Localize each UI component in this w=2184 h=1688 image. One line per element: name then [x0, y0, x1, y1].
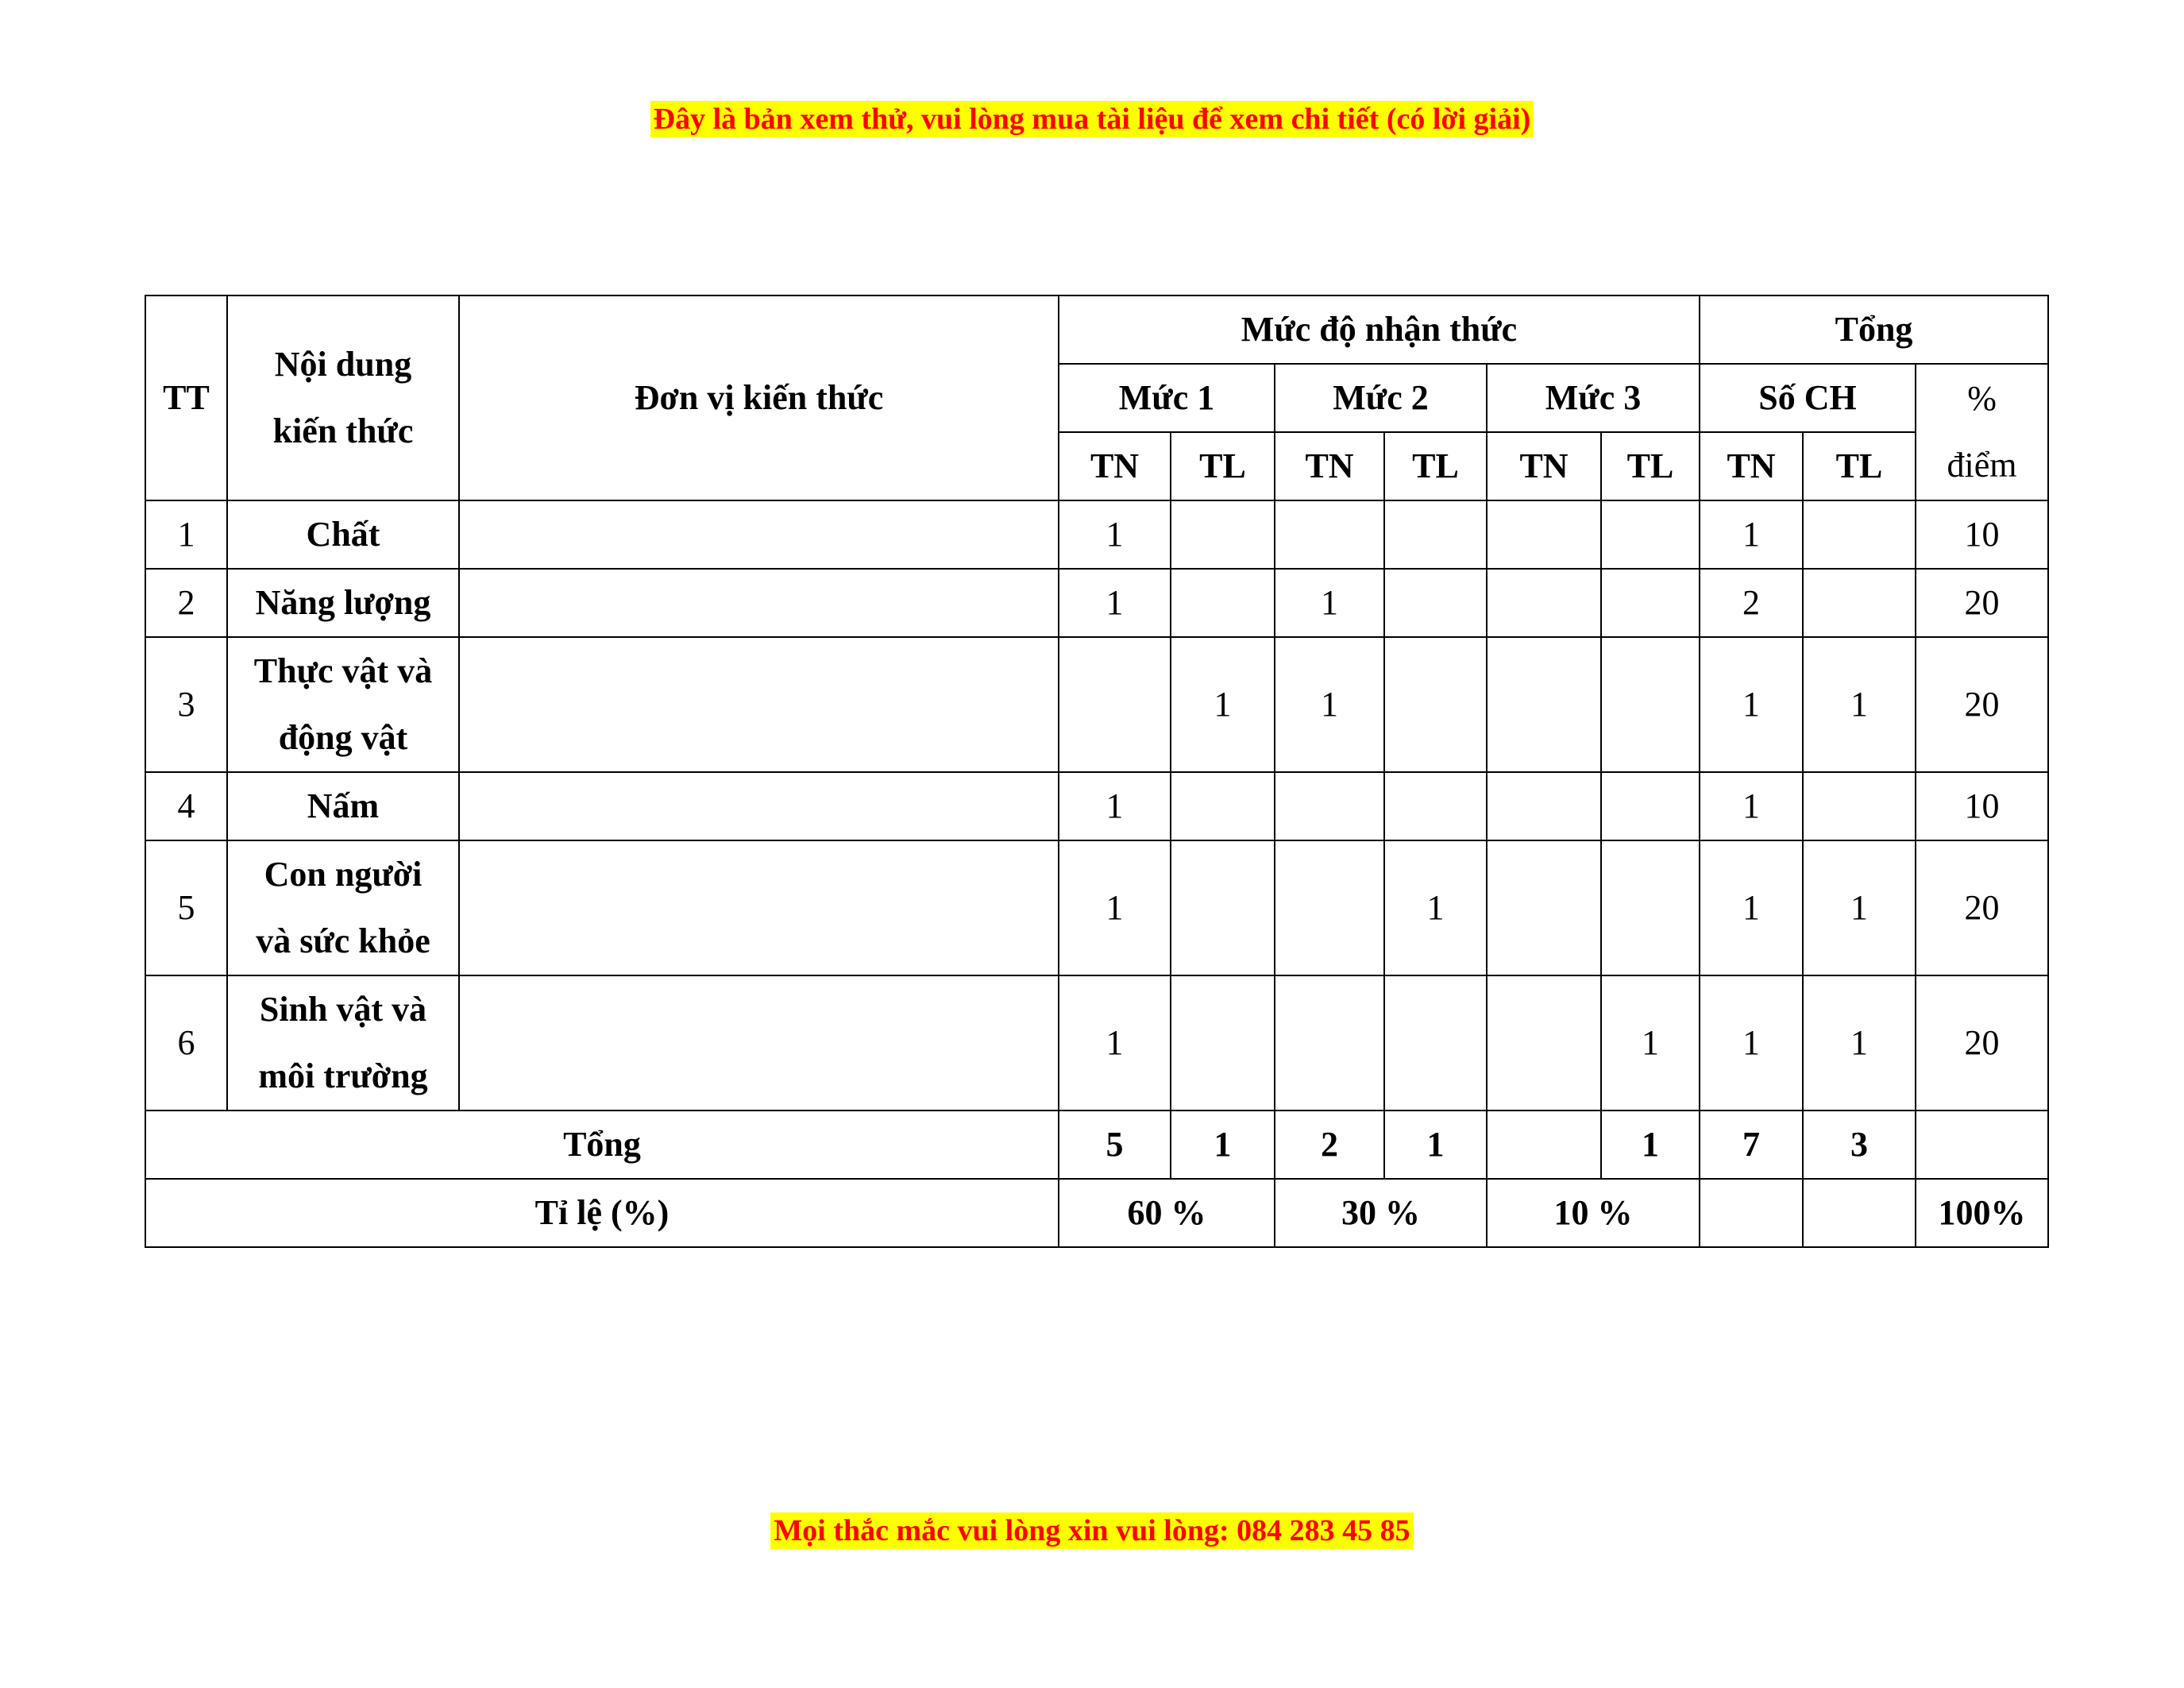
row-tl: 1	[1803, 840, 1916, 975]
table-row	[145, 840, 2048, 975]
row-m1-tl	[1171, 569, 1275, 637]
row-tn: 1	[1700, 975, 1803, 1111]
row-m1-tl: 1	[1171, 637, 1275, 772]
row-pct: 10	[1916, 772, 2048, 840]
row-tl: 1	[1803, 637, 1916, 772]
row-tn: 1	[1700, 637, 1803, 772]
ratio-tl	[1803, 1179, 1916, 1247]
row-tt: 4	[145, 772, 227, 840]
header-don-vi: Đơn vị kiến thức	[459, 295, 1059, 500]
row-don-vi	[459, 569, 1059, 637]
row-tn: 1	[1700, 840, 1803, 975]
row-don-vi	[459, 637, 1059, 772]
row-tt: 5	[145, 840, 227, 975]
row-m1-tn: 1	[1059, 569, 1171, 637]
row-m2-tn: 1	[1275, 637, 1384, 772]
total-m3-tn	[1487, 1111, 1601, 1179]
header-so-ch: Số CH	[1700, 364, 1916, 432]
row-pct: 20	[1916, 569, 2048, 637]
row-m1-tn: 1	[1059, 840, 1171, 975]
ratio-label: Tỉ lệ (%)	[145, 1179, 1059, 1247]
row-pct: 20	[1916, 975, 2048, 1111]
total-row	[145, 1111, 2048, 1179]
table-row	[145, 500, 2048, 569]
total-m1-tl: 1	[1171, 1111, 1275, 1179]
total-label: Tổng	[145, 1111, 1059, 1179]
row-m1-tl	[1171, 975, 1275, 1111]
ratio-row	[145, 1179, 2048, 1247]
row-m3-tn	[1487, 569, 1601, 637]
row-noi-dung	[227, 772, 459, 840]
header-muc3: Mức 3	[1487, 364, 1700, 432]
row-m2-tl	[1384, 975, 1487, 1111]
row-tn: 2	[1700, 569, 1803, 637]
table-row	[145, 569, 2048, 637]
row-m3-tn	[1487, 500, 1601, 569]
row-noi-dung-line: Năng lượng	[255, 583, 431, 622]
row-m1-tl	[1171, 840, 1275, 975]
row-tt: 2	[145, 569, 227, 637]
total-tn: 7	[1700, 1111, 1803, 1179]
row-pct: 20	[1916, 637, 2048, 772]
row-m3-tl	[1601, 569, 1700, 637]
header-muc1: Mức 1	[1059, 364, 1275, 432]
row-tn: 1	[1700, 500, 1803, 569]
row-pct: 20	[1916, 840, 2048, 975]
row-pct: 10	[1916, 500, 2048, 569]
ratio-tn	[1700, 1179, 1803, 1247]
matrix-table	[145, 295, 2049, 1248]
header-m1-tn: TN	[1059, 432, 1171, 500]
total-pct	[1916, 1111, 2048, 1179]
row-m3-tl: 1	[1601, 975, 1700, 1111]
row-noi-dung-line: môi trường	[258, 1056, 428, 1095]
header-muc-do: Mức độ nhận thức	[1059, 295, 1700, 364]
header-m3-tn: TN	[1487, 432, 1601, 500]
top-banner	[0, 102, 2184, 137]
row-tl	[1803, 569, 1916, 637]
row-m1-tn: 1	[1059, 975, 1171, 1111]
ratio-m1: 60 %	[1059, 1179, 1275, 1247]
row-tt: 6	[145, 975, 227, 1111]
row-noi-dung-line: và sức khỏe	[256, 921, 430, 960]
row-m2-tn	[1275, 975, 1384, 1111]
bottom-banner-text: Mọi thắc mắc vui lòng xin vui lòng: 084 283 45 85	[770, 1512, 1413, 1549]
header-tong-tl: TL	[1803, 432, 1916, 500]
row-noi-dung-line: Sinh vật và	[259, 990, 427, 1029]
row-m2-tn	[1275, 500, 1384, 569]
header-pct-diem	[1916, 364, 2048, 500]
row-tl	[1803, 500, 1916, 569]
row-don-vi	[459, 975, 1059, 1111]
row-noi-dung-line: Thực vật và	[253, 651, 433, 690]
row-noi-dung	[227, 840, 459, 975]
header-m1-tl: TL	[1171, 432, 1275, 500]
row-tt: 3	[145, 637, 227, 772]
bottom-banner	[0, 1513, 2184, 1548]
row-m2-tn	[1275, 840, 1384, 975]
header-row-1	[145, 295, 2048, 364]
header-noi-dung	[227, 295, 459, 500]
row-noi-dung-line: Chất	[306, 515, 380, 554]
header-pct-line1: %	[1967, 379, 1997, 418]
table-row	[145, 975, 2048, 1111]
total-tl: 3	[1803, 1111, 1916, 1179]
header-m2-tl: TL	[1384, 432, 1487, 500]
row-noi-dung	[227, 569, 459, 637]
header-noi-dung-line1: Nội dung	[274, 345, 412, 384]
top-banner-text: Đây là bản xem thử, vui lòng mua tài liệu để xem chi tiết (có lời giải)	[650, 101, 1534, 137]
row-noi-dung	[227, 975, 459, 1111]
row-m2-tl	[1384, 569, 1487, 637]
row-noi-dung-line: động vật	[278, 718, 408, 757]
row-m2-tn	[1275, 772, 1384, 840]
row-noi-dung-line: Nấm	[307, 786, 380, 825]
row-don-vi	[459, 772, 1059, 840]
row-m3-tl	[1601, 500, 1700, 569]
total-m2-tl: 1	[1384, 1111, 1487, 1179]
row-m1-tl	[1171, 500, 1275, 569]
row-m3-tl	[1601, 637, 1700, 772]
row-noi-dung-line: Con người	[264, 855, 423, 894]
row-m3-tl	[1601, 772, 1700, 840]
ratio-m2: 30 %	[1275, 1179, 1487, 1247]
row-m3-tn	[1487, 637, 1601, 772]
header-m3-tl: TL	[1601, 432, 1700, 500]
row-tt: 1	[145, 500, 227, 569]
ratio-pct: 100%	[1916, 1179, 2048, 1247]
row-m1-tl	[1171, 772, 1275, 840]
row-noi-dung	[227, 637, 459, 772]
header-tong: Tổng	[1700, 295, 2048, 364]
row-m3-tn	[1487, 840, 1601, 975]
row-noi-dung	[227, 500, 459, 569]
row-m2-tl	[1384, 637, 1487, 772]
header-m2-tn: TN	[1275, 432, 1384, 500]
row-m1-tn: 1	[1059, 772, 1171, 840]
matrix-table-wrapper	[145, 295, 2049, 1248]
row-m3-tl	[1601, 840, 1700, 975]
row-tl: 1	[1803, 975, 1916, 1111]
row-m3-tn	[1487, 772, 1601, 840]
header-muc2: Mức 2	[1275, 364, 1487, 432]
row-m1-tn	[1059, 637, 1171, 772]
row-tl	[1803, 772, 1916, 840]
header-pct-line2: điểm	[1947, 446, 2017, 485]
total-m3-tl: 1	[1601, 1111, 1700, 1179]
total-m1-tn: 5	[1059, 1111, 1171, 1179]
row-tn: 1	[1700, 772, 1803, 840]
row-m2-tn: 1	[1275, 569, 1384, 637]
row-m2-tl	[1384, 500, 1487, 569]
row-m2-tl: 1	[1384, 840, 1487, 975]
row-don-vi	[459, 500, 1059, 569]
row-m2-tl	[1384, 772, 1487, 840]
header-noi-dung-line2: kiến thức	[272, 411, 414, 450]
header-tt: TT	[145, 295, 227, 500]
table-row	[145, 637, 2048, 772]
total-m2-tn: 2	[1275, 1111, 1384, 1179]
row-don-vi	[459, 840, 1059, 975]
ratio-m3: 10 %	[1487, 1179, 1700, 1247]
row-m1-tn: 1	[1059, 500, 1171, 569]
header-tong-tn: TN	[1700, 432, 1803, 500]
table-row	[145, 772, 2048, 840]
row-m3-tn	[1487, 975, 1601, 1111]
